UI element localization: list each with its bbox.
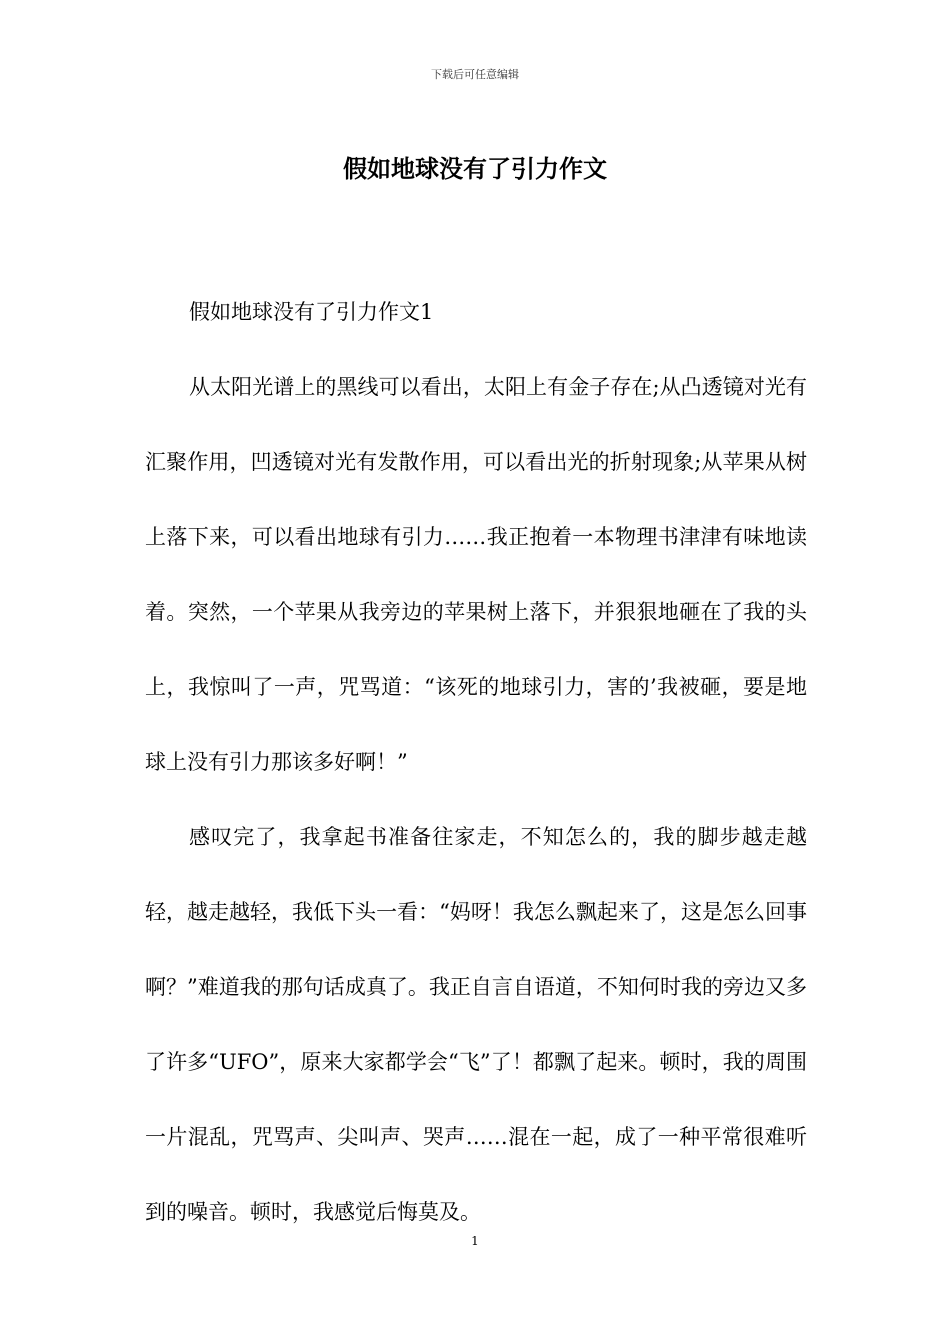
paragraph-2: 感叹完了，我拿起书准备往家走，不知怎么的，我的脚步越走越轻，越走越轻，我低下头一看：“妈呀！我怎么飘起来了，这是怎么回事啊？”难道我的那句话成真了。我正自言自语道，不知何时我的旁边又多了许多“UFO”，原来大家都学会“飞”了！都飘了起来。顿时，我的周围一片混乱，咒骂声、尖叫声、哭声……混在一起，成了一种平常很难听到的噪音。顿时，我感觉后悔莫及。 xyxy=(145,825,807,1224)
page-number: 1 xyxy=(471,1234,479,1248)
header-note: 下载后可任意编辑 xyxy=(431,68,519,81)
document-body xyxy=(145,275,807,1250)
paragraph-1: 从太阳光谱上的黑线可以看出，太阳上有金子存在;从凸透镜对光有汇聚作用，凹透镜对光有发散作用，可以看出光的折射现象;从苹果从树上落下来，可以看出地球有引力……我正抱着一本物理书津津有味地读着。突然，一个苹果从我旁边的苹果树上落下，并狠狠地砸在了我的头上，我惊叫了一声，咒骂道：“该死的地球引力，害的’我被砸，要是地球上没有引力那该多好啊！” xyxy=(145,375,807,774)
document-title: 假如地球没有了引力作文 xyxy=(343,154,607,183)
paragraph-subtitle: 假如地球没有了引力作文1 xyxy=(189,300,434,324)
